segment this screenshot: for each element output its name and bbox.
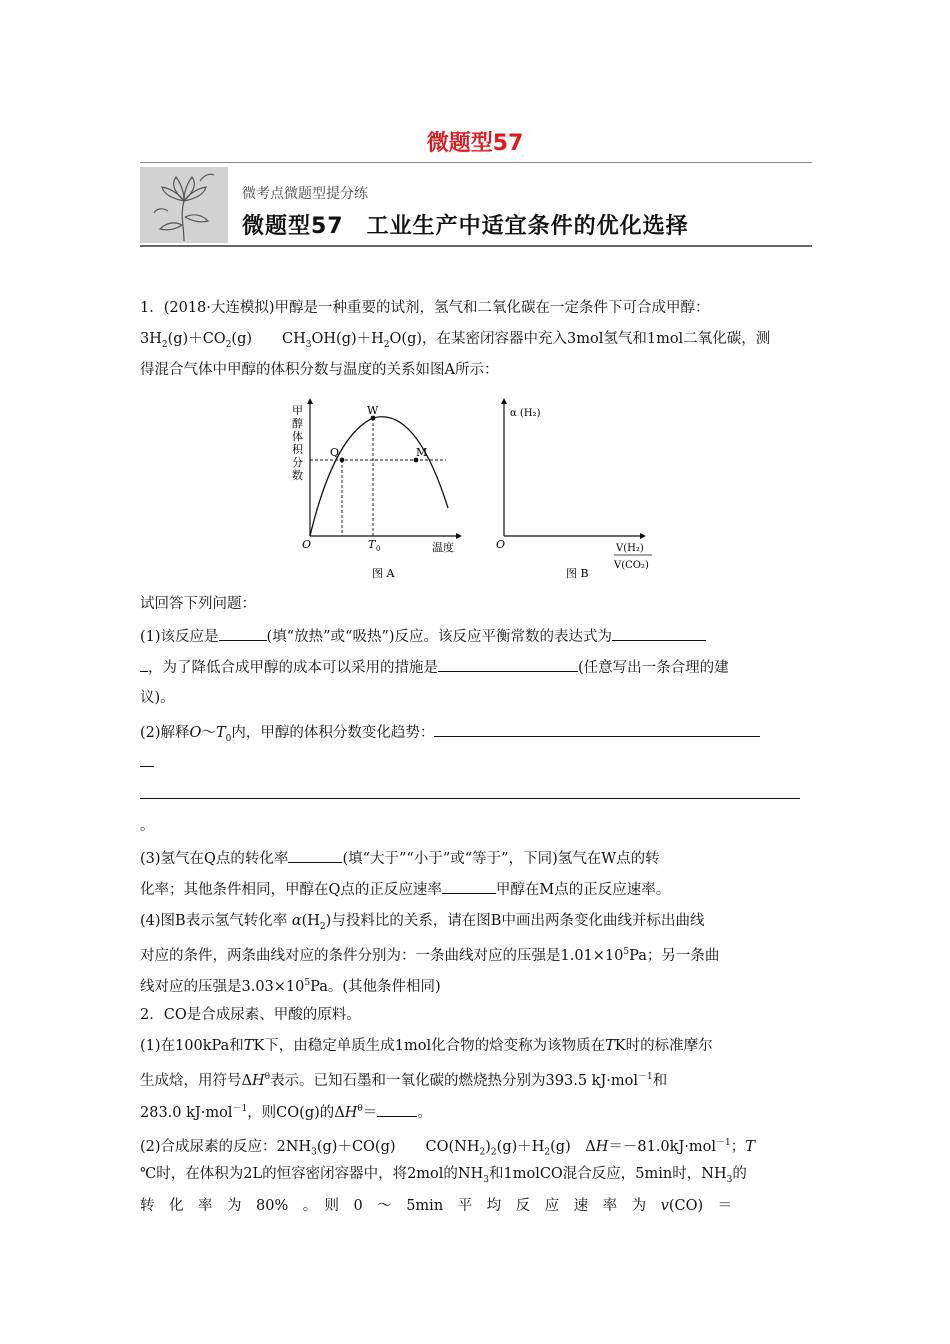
q1-part2-line2 xyxy=(140,752,812,773)
q1-line3: 得混合气体中甲醇的体积分数与温度的关系如图A所示： xyxy=(140,362,499,378)
fig-a-ylabel-4: 积 xyxy=(292,443,303,456)
banner-subtitle: 微考点微题型提分练 xyxy=(242,186,368,202)
q2-part2-line2: ℃时，在体积为2L的恒容密闭容器中，将2mol的$NH_3$和1molCO混合反应，5min时，$NH_3$的 xyxy=(140,1166,747,1185)
q1-equation-line: $3H_2(g)+CO_2(g)$ $CH_3OH(g)+H_2O(g)$，在某密闭容器中充入3mol氢气和1mol二氧化碳，测 xyxy=(140,331,771,350)
q2-part1-line3: 283.0 kJ·mol$^{-1}$，则CO(g)的$\Delta H^\theta=$ 。 xyxy=(140,1099,812,1123)
answer-blank[interactable] xyxy=(219,626,267,641)
fig-a-ylabel-5: 分 xyxy=(292,456,303,469)
answer-blank[interactable] xyxy=(612,626,706,641)
q1-part4-line2: 对应的条件，两条曲线对应的条件分别为：一条曲线对应的压强是$1.01\times 10^5Pa$；另一条曲 xyxy=(140,947,720,964)
q1-part4-line3: 线对应的压强是$3.03\times 10^5Pa$。(其他条件相同) xyxy=(140,978,441,995)
answer-blank[interactable] xyxy=(140,784,800,799)
fig-b-origin: O xyxy=(496,538,506,551)
q1-line1: 1．(2018·大连模拟)甲醇是一种重要的试剂，氢气和二氧化碳在一定条件下可合成甲醇： xyxy=(140,300,710,316)
q1-part2-line1: (2)解释$O\sim T_0$内，甲醇的体积分数变化趋势： xyxy=(140,722,812,749)
flower-illustration xyxy=(140,167,228,243)
answer-blank[interactable] xyxy=(442,879,496,894)
figure-b xyxy=(490,396,670,584)
q1-part1-line3: 议)。 xyxy=(140,690,175,706)
q1-part2-end: 。 xyxy=(140,818,155,834)
answer-blank[interactable] xyxy=(288,848,342,863)
fig-a-ylabel-3: 体 xyxy=(292,430,303,443)
answer-blank[interactable] xyxy=(140,752,154,767)
q1-prompt: 试回答下列问题： xyxy=(140,596,256,612)
fig-a-y-arrow xyxy=(307,398,313,404)
q1-part3-line1: (3)氢气在Q点的转化率 (填“大于”“小于”或“等于”，下同)氢气在W点的转 xyxy=(140,848,812,869)
answer-blank[interactable] xyxy=(434,722,760,737)
q2-part2-line1: (2)合成尿素的反应：$2NH_3(g)+CO(g)$ $CO(NH_2)_2(g)+H_2(g)$ ΔH＝－81.0kJ·mol$^{-1}$；T xyxy=(140,1138,755,1158)
q1-part1-line2: ，为了降低合成甲醇的成本可以采用的措施是 (任意写出一条合理的建 xyxy=(140,657,812,678)
section-banner xyxy=(140,162,812,247)
q2-part2-line3: 转 化 率 为 80% 。 则 0 ～ 5min 平 均 反 应 速 率 为 v(CO) ＝ xyxy=(140,1198,733,1214)
fig-a-ylabel-2: 醇 xyxy=(292,417,303,430)
fig-a-ylabel-6: 数 xyxy=(292,469,303,482)
fig-a-curve xyxy=(310,417,448,536)
fig-b-caption: 图 B xyxy=(566,567,589,580)
fig-a-xlabel: 温度 xyxy=(432,541,454,554)
fig-b-x-arrow xyxy=(640,533,646,539)
fig-b-y-arrow xyxy=(501,398,507,404)
page-title: 微题型57 xyxy=(426,131,524,156)
q2-part1-line1: (1)在100kPa和TK下，由稳定单质生成1mol化合物的焓变称为该物质在TK时的标准摩尔 xyxy=(140,1038,713,1054)
fig-a-label-w: W xyxy=(367,404,379,417)
fig-a-t0-sub: 0 xyxy=(376,545,381,553)
q1-part4-line1: (4)图B表示氢气转化率 $\alpha(H_2)$与投料比的关系，请在图B中画出两条变化曲线并标出曲线 xyxy=(140,913,705,932)
answer-blank[interactable] xyxy=(140,657,148,672)
answer-blank[interactable] xyxy=(438,657,578,672)
q1-part2-line3 xyxy=(140,784,812,805)
fig-a-t0: T xyxy=(368,538,376,551)
answer-blank[interactable] xyxy=(377,1102,417,1117)
fig-b-ylabel: α (H₂) xyxy=(510,408,541,419)
fig-a-caption: 图 A xyxy=(372,567,395,580)
fig-a-point-q xyxy=(340,458,345,463)
fig-a-label-m: M xyxy=(416,446,428,459)
fig-a-label-q: Q xyxy=(330,446,340,459)
q1-part3-line2: 化率；其他条件相同，甲醇在Q点的正反应速率 甲醇在M点的正反应速率。 xyxy=(140,879,812,900)
fig-b-x-denominator: V(CO₂) xyxy=(614,560,649,571)
fig-a-origin: O xyxy=(302,538,312,551)
q2-part1-line2: 生成焓，用符号$\Delta H^\theta$表示。已知石墨和一氧化碳的燃烧热分别为393.5 kJ·mol$^{-1}$和 xyxy=(140,1072,668,1089)
q1-part1-line1: (1)该反应是 (填“放热”或“吸热”)反应。该反应平衡常数的表达式为 xyxy=(140,626,812,647)
banner-title: 微题型57 工业生产中适宜条件的优化选择 xyxy=(242,214,689,239)
figure-a xyxy=(288,396,468,584)
fig-b-x-numerator: V(H₂) xyxy=(616,543,644,554)
q2-line1: 2．CO是合成尿素、甲酸的原料。 xyxy=(140,1007,361,1023)
fig-a-ylabel-1: 甲 xyxy=(292,404,303,417)
fig-a-x-arrow xyxy=(456,533,462,539)
